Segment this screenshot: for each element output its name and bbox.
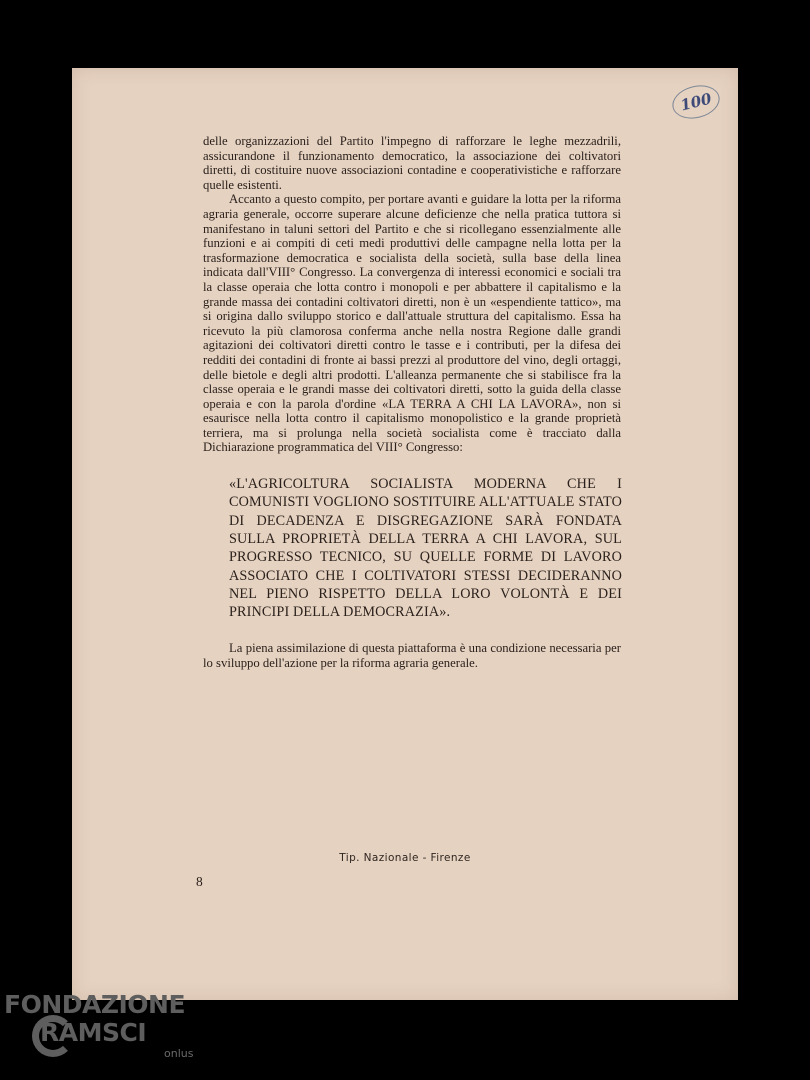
logo-line-2: RAMSCI	[40, 1018, 147, 1047]
program-quote: «L'AGRICOLTURA SOCIALISTA MODERNA CHE I COMUNISTI VOGLIONO SOSTITUIRE ALL'ATTUALE STATO DI DECADENZA E DISGREGAZIONE SARÀ FONDATA SULLA PROPRIETÀ DELLA TERRA A CHI LAVORA, SUL PROGRESSO TECNICO, SU QUELLE FORME DI LAVORO ASSOCIATO CHE I COLTIVATORI STESSI DECIDERANNO NEL PIENO RISPETTO DELLA LORO VOLONTÀ E DEI PRINCIPI DELLA DEMOCRAZIA».	[229, 476, 622, 621]
paragraph-2: Accanto a questo compito, per portare avanti e guidare la lotta per la riforma agraria generale, occorre superare alcune deficienze che nella pratica tuttora si manifestano in taluni settori del Partito e che si ricollegano essenzialmente alle funzioni e ai compiti di ceti medi produttivi delle campagne nella lotta per la trasformazione democratica e socialista della società, sulla base della linea indicata dall'VIII° Congresso. La convergenza di interessi economici e sociali tra la classe operaia che lotta contro i monopoli e per abbattere il capitalismo e la grande massa dei contadini coltivatori diretti, non è un «espendiente tattico», ma si origina dallo sviluppo storico e dall'attuale struttura del capitalismo. Essa ha ricevuto la più clamorosa conferma anche nella nostra Regione dalle grandi agitazioni dei coltivatori diretti contro le tasse e i contributi, per la difesa dei redditi dei contadini di fronte ai bassi prezzi al produttore del vino, degli ortaggi, delle bietole e degli altri prodotti. L'alleanza permanente che si stabilisce fra la classe operaia e le grandi masse dei coltivatori diretti, sotto la guida della classe operaia e con la parola d'ordine «LA TERRA A CHI LA LAVORA», non si esaurisce nella lotta contro il capitalismo monopolistico e la grande proprietà terriera, ma si prolunga nella società socialista come è tracciato dalla Dichiarazione programmatica del VIII° Congresso:	[203, 192, 621, 455]
document-page	[72, 68, 738, 1000]
closing-paragraph: La piena assimilazione di questa piattaforma è una condizione necessaria per lo sviluppo dell'azione per la riforma agraria generale.	[203, 641, 621, 671]
fondazione-gramsci-logo	[4, 990, 224, 1076]
paragraph-1: delle organizzazioni del Partito l'impegno di rafforzare le leghe mezzadrili, assicurandone il funzionamento democratico, la associazione dei coltivatori diretti, di costituire nuove associazioni contadine e cooperativistiche e rafforzare quelle esistenti.	[203, 134, 621, 192]
body-text	[203, 134, 621, 671]
page-number: 8	[196, 874, 203, 889]
handwritten-page-mark: 100	[669, 81, 723, 124]
printer-credit: Tip. Nazionale - Firenze	[339, 852, 471, 864]
logo-line-1: FONDAZIONE	[4, 990, 186, 1019]
logo-suffix: onlus	[164, 1047, 194, 1060]
